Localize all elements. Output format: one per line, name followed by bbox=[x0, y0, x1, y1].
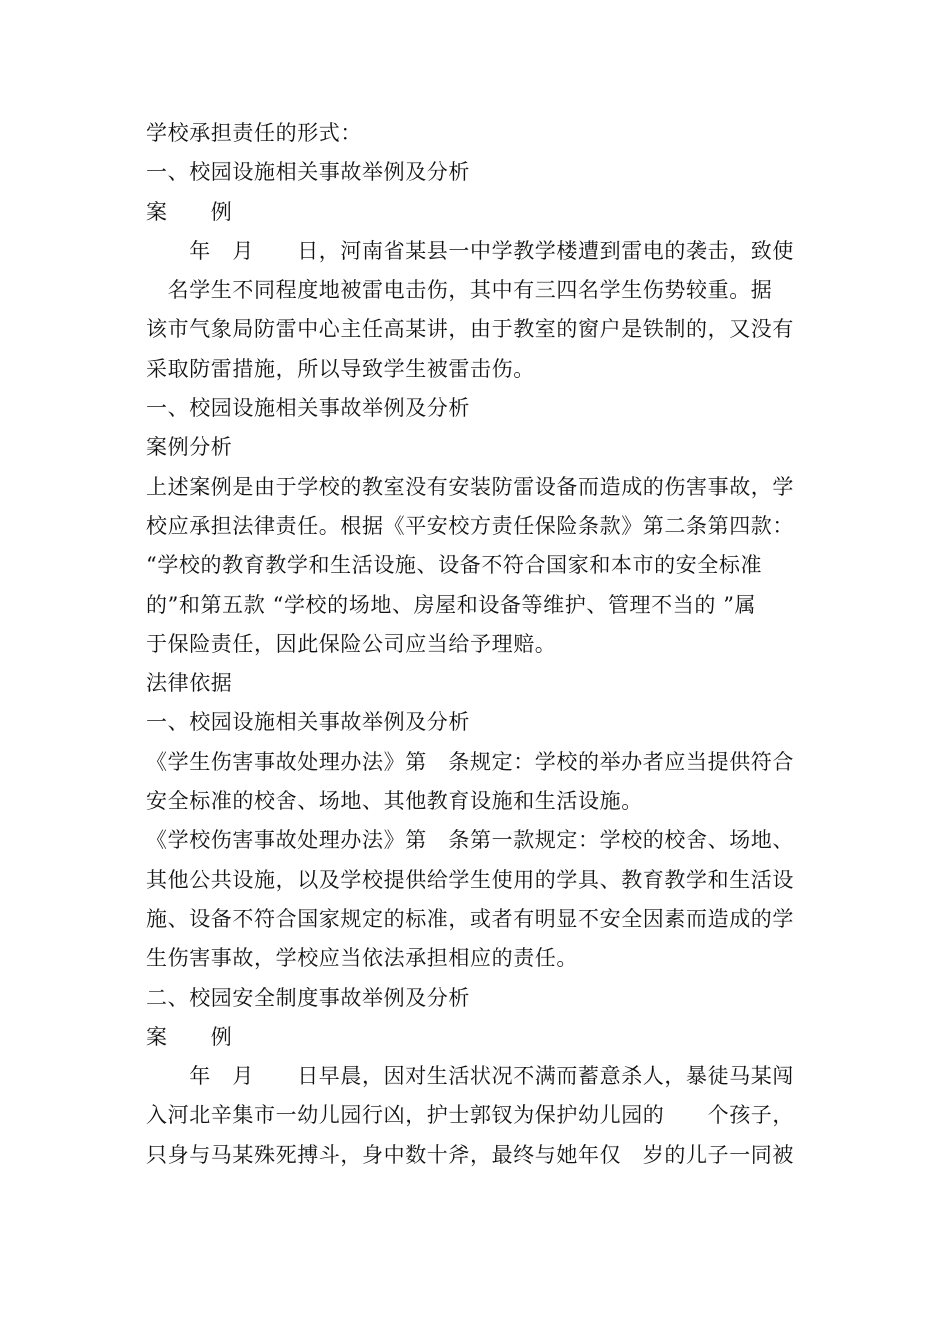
case-analysis-label: 案例分析 bbox=[146, 435, 233, 460]
paragraph-line: 的”和第五款 “学校的场地、房屋和设备等维护、管理不当的 ”属 bbox=[146, 592, 757, 617]
paragraph-line: 只身与马某殊死搏斗，身中数十斧，最终与她年仅 岁的儿子一同被 bbox=[146, 1142, 794, 1167]
paragraph-line: 《学校伤害事故处理办法》第 条第一款规定：学校的校舍、场地、 bbox=[146, 828, 794, 853]
paragraph-line: 上述案例是由于学校的教室没有安装防雷设备而造成的伤害事故，学 bbox=[146, 474, 794, 499]
case-label: 案 例 bbox=[146, 199, 233, 224]
section-heading: 一、校园设施相关事故举例及分析 bbox=[146, 396, 470, 421]
paragraph-line: 安全标准的校舍、场地、其他教育设施和生活设施。 bbox=[146, 789, 643, 814]
paragraph-line: 年 月 日，河南省某县一中学教学楼遭到雷电的袭击，致使 bbox=[146, 238, 794, 263]
paragraph-line: 生伤害事故，学校应当依法承担相应的责任。 bbox=[146, 946, 578, 971]
heading-liability-forms: 学校承担责任的形式： bbox=[146, 121, 362, 145]
paragraph-line: 名学生不同程度地被雷电击伤，其中有三四名学生伤势较重。据 bbox=[146, 278, 773, 303]
paragraph-line: 于保险责任，因此保险公司应当给予理赔。 bbox=[146, 631, 557, 656]
section-heading: 二、校园安全制度事故举例及分析 bbox=[146, 985, 470, 1010]
case-label: 案 例 bbox=[146, 1024, 233, 1049]
paragraph-line: 年 月 日早晨，因对生活状况不满而蓄意杀人，暴徒马某闯 bbox=[146, 1064, 794, 1089]
paragraph-line: “学校的教育教学和生活设施、设备不符合国家和本市的安全标准 bbox=[146, 553, 763, 578]
paragraph-line: 入河北辛集市一幼儿园行凶，护士郭钗为保护幼儿园的 个孩子， bbox=[146, 1103, 794, 1128]
section-heading: 一、校园设施相关事故举例及分析 bbox=[146, 160, 470, 185]
paragraph-line: 该市气象局防雷中心主任高某讲，由于教室的窗户是铁制的，又没有 bbox=[146, 317, 794, 342]
legal-basis-label: 法律依据 bbox=[146, 671, 233, 696]
paragraph-line: 采取防雷措施，所以导致学生被雷击伤。 bbox=[146, 356, 535, 381]
paragraph-line: 其他公共设施，以及学校提供给学生使用的学具、教育教学和生活设 bbox=[146, 867, 794, 892]
paragraph-line: 施、设备不符合国家规定的标准，或者有明显不安全因素而造成的学 bbox=[146, 906, 794, 931]
section-heading: 一、校园设施相关事故举例及分析 bbox=[146, 710, 470, 735]
paragraph-line: 《学生伤害事故处理办法》第 条规定：学校的举办者应当提供符合 bbox=[146, 749, 794, 774]
document-body bbox=[146, 114, 808, 1175]
paragraph-line: 校应承担法律责任。根据《平安校方责任保险条款》第二条第四款： bbox=[146, 513, 794, 538]
